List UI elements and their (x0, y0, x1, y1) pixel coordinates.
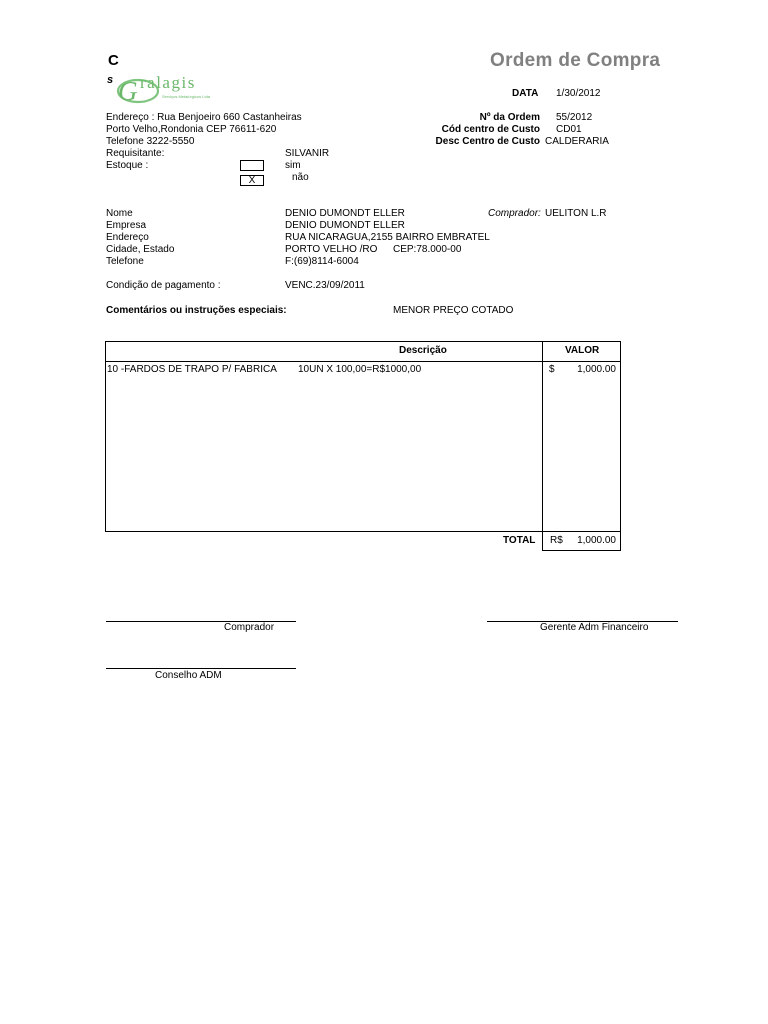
company-city: Porto Velho,Rondonia CEP 76611-620 (106, 124, 277, 135)
total-bottom-border (542, 550, 621, 551)
numero-ordem-label: Nº da Ordem (479, 112, 540, 123)
payment-value: VENC.23/09/2011 (285, 280, 365, 291)
telefone-label: Telefone (106, 256, 144, 267)
cep-value: CEP:78.000-00 (393, 244, 462, 255)
table-header-valor: VALOR (565, 345, 600, 356)
date-value: 1/30/2012 (556, 88, 601, 99)
estoque-nao-mark: X (248, 175, 256, 186)
cod-centro-label: Cód centro de Custo (441, 124, 540, 135)
cidade-value: PORTO VELHO /RO (285, 244, 378, 255)
company-phone: Telefone 3222-5550 (106, 136, 195, 147)
row-amount: 1,000.00 (577, 364, 616, 375)
logo-subtitle: Serviços Metalúrgicos Ltda (162, 94, 211, 99)
cidade-label: Cidade, Estado (106, 244, 175, 255)
comments-label: Comentários ou instruções especiais: (106, 305, 287, 316)
telefone-value: F:(69)8114-6004 (285, 256, 359, 267)
total-right-border (620, 531, 621, 551)
total-currency: R$ (550, 535, 563, 546)
logo-name: ralagis (140, 73, 196, 92)
signature-gerente: Gerente Adm Financeiro (540, 622, 649, 633)
company-logo (116, 74, 248, 106)
signature-conselho: Conselho ADM (155, 670, 222, 681)
payment-label: Condição de pagamento : (106, 280, 221, 291)
estoque-label: Estoque : (106, 160, 149, 171)
empresa-value: DENIO DUMONDT ELLER (285, 220, 405, 231)
svg-text:G: G (118, 76, 138, 106)
table-header-descricao: Descrição (399, 345, 447, 356)
table-header-divider (105, 361, 621, 362)
nome-value: DENIO DUMONDT ELLER (285, 208, 405, 219)
nome-label: Nome (106, 208, 133, 219)
desc-centro-value: CALDERARIA (545, 136, 609, 147)
empresa-label: Empresa (106, 220, 147, 231)
estoque-sim-checkbox[interactable] (240, 160, 264, 171)
signature-line-conselho (106, 668, 296, 669)
comprador-value: UELITON L.R (545, 208, 607, 219)
endereco-value: RUA NICARAGUA,2155 BAIRRO EMBRATEL (285, 232, 490, 243)
company-address: Endereço : Rua Benjoeiro 660 Castanheiras (106, 112, 302, 123)
row-detail: 10UN X 100,00=R$1000,00 (298, 364, 422, 375)
estoque-nao-checkbox[interactable] (240, 175, 264, 186)
cod-centro-value: CD01 (556, 124, 582, 135)
row-item: 10 -FARDOS DE TRAPO P/ FABRICA (107, 364, 277, 375)
numero-ordem-value: 55/2012 (556, 112, 593, 123)
comments-value: MENOR PREÇO COTADO (393, 305, 514, 316)
desc-centro-label: Desc Centro de Custo (435, 136, 540, 147)
row-currency: $ (549, 364, 555, 375)
logo-letter-s: s (107, 74, 114, 86)
endereco-label: Endereço (106, 232, 149, 243)
page-title: Ordem de Compra (490, 50, 661, 71)
signature-comprador: Comprador (224, 622, 275, 633)
total-value: 1,000.00 (577, 535, 616, 546)
requisitante-label: Requisitante: (106, 148, 165, 159)
total-label: TOTAL (503, 535, 536, 546)
requisitante-value: SILVANIR (285, 148, 330, 159)
estoque-nao-label: não (292, 172, 309, 183)
comprador-label: Comprador: (488, 208, 541, 219)
logo-letter-c: C (108, 52, 119, 69)
date-label: DATA (512, 88, 539, 99)
estoque-sim-label: sim (285, 160, 301, 171)
table-column-divider (542, 341, 543, 551)
